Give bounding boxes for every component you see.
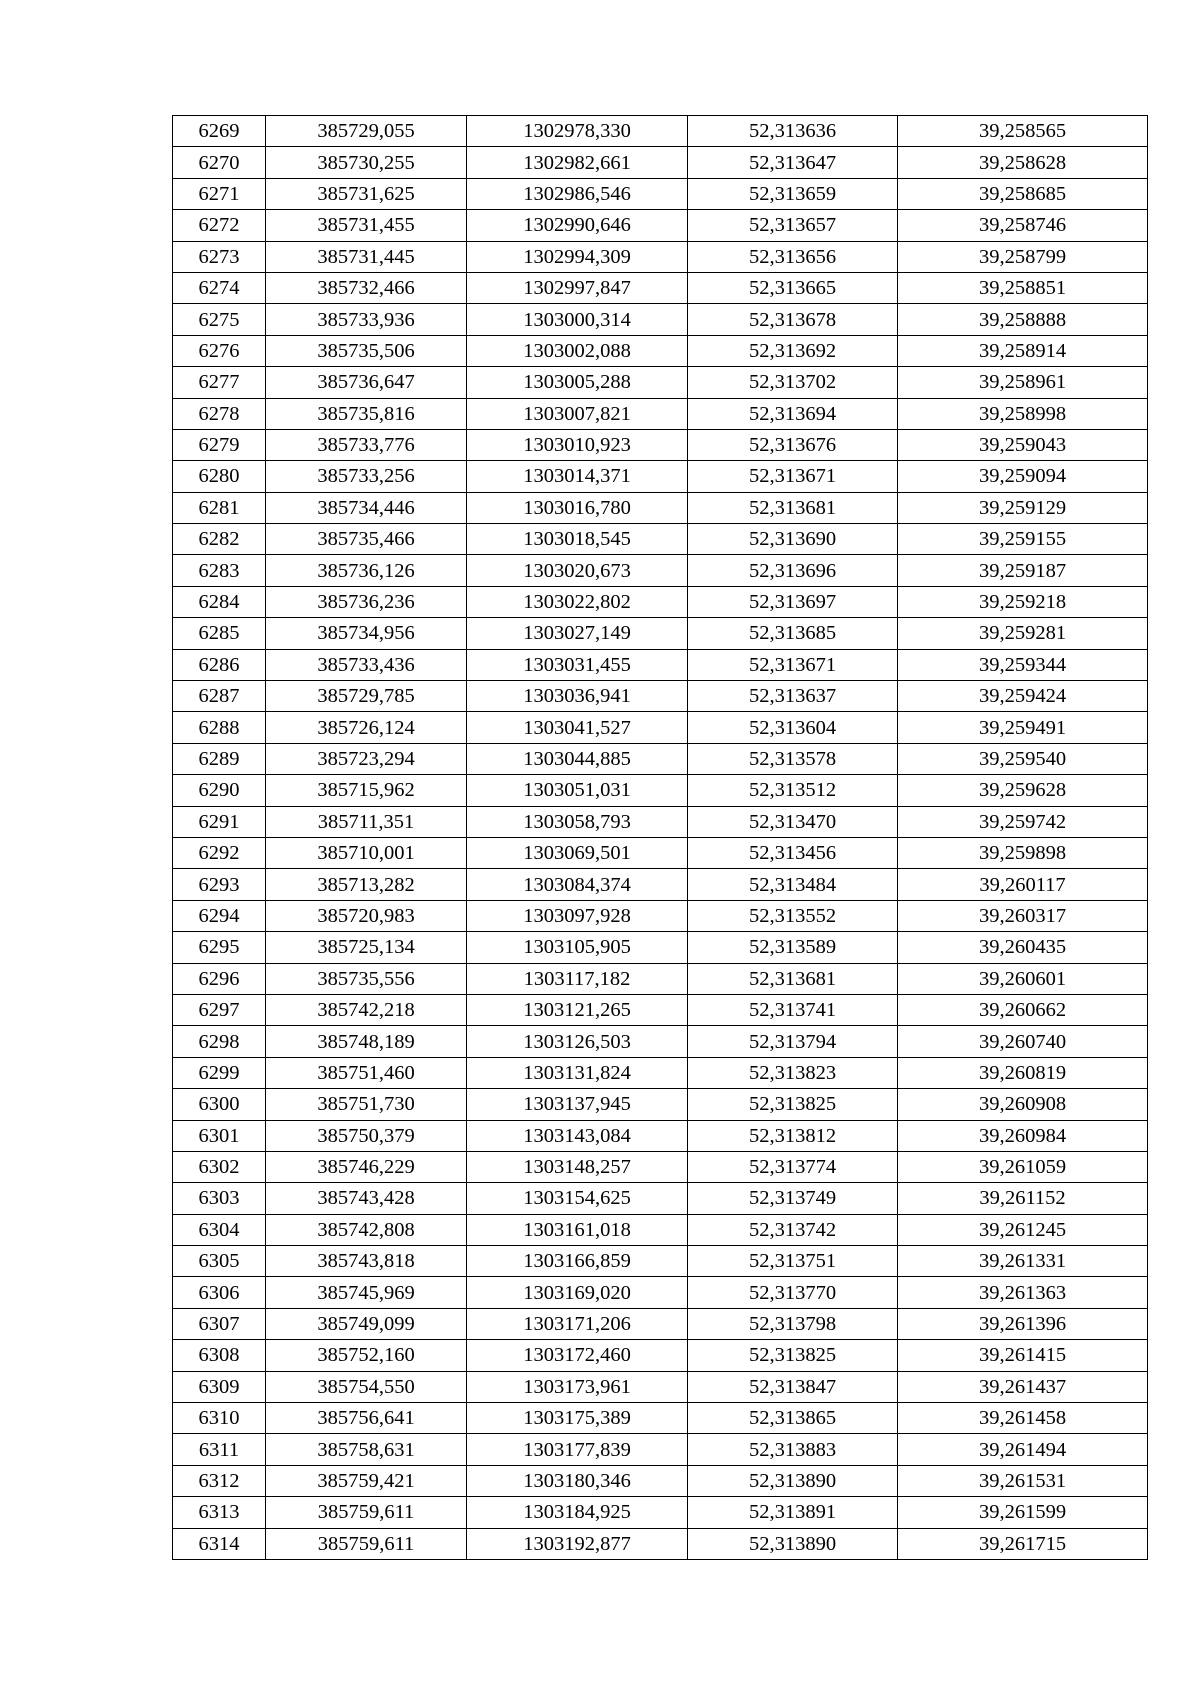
y-coordinate-cell: 1303010,923 <box>467 429 688 460</box>
table-row <box>173 1183 1148 1214</box>
longitude-cell: 39,261531 <box>898 1465 1148 1496</box>
point-number-cell: 6270 <box>173 147 266 178</box>
x-coordinate-cell: 385715,962 <box>266 775 467 806</box>
table-row <box>173 1214 1148 1245</box>
y-coordinate-cell: 1303171,206 <box>467 1308 688 1339</box>
y-coordinate-cell: 1303166,859 <box>467 1246 688 1277</box>
y-coordinate-cell: 1303169,020 <box>467 1277 688 1308</box>
longitude-cell: 39,260662 <box>898 994 1148 1025</box>
x-coordinate-cell: 385735,506 <box>266 335 467 366</box>
point-number-cell: 6312 <box>173 1465 266 1496</box>
latitude-cell: 52,313794 <box>688 1026 898 1057</box>
y-coordinate-cell: 1303097,928 <box>467 900 688 931</box>
y-coordinate-cell: 1303007,821 <box>467 398 688 429</box>
x-coordinate-cell: 385711,351 <box>266 806 467 837</box>
table-row <box>173 1308 1148 1339</box>
point-number-cell: 6310 <box>173 1403 266 1434</box>
longitude-cell: 39,260984 <box>898 1120 1148 1151</box>
longitude-cell: 39,261437 <box>898 1371 1148 1402</box>
longitude-cell: 39,259742 <box>898 806 1148 837</box>
x-coordinate-cell: 385733,256 <box>266 461 467 492</box>
point-number-cell: 6283 <box>173 555 266 586</box>
x-coordinate-cell: 385723,294 <box>266 743 467 774</box>
point-number-cell: 6280 <box>173 461 266 492</box>
longitude-cell: 39,261396 <box>898 1308 1148 1339</box>
y-coordinate-cell: 1303180,346 <box>467 1465 688 1496</box>
point-number-cell: 6302 <box>173 1151 266 1182</box>
longitude-cell: 39,259094 <box>898 461 1148 492</box>
x-coordinate-cell: 385729,055 <box>266 116 467 147</box>
point-number-cell: 6299 <box>173 1057 266 1088</box>
x-coordinate-cell: 385751,730 <box>266 1089 467 1120</box>
latitude-cell: 52,313751 <box>688 1246 898 1277</box>
y-coordinate-cell: 1303014,371 <box>467 461 688 492</box>
x-coordinate-cell: 385729,785 <box>266 681 467 712</box>
longitude-cell: 39,258799 <box>898 241 1148 272</box>
longitude-cell: 39,258998 <box>898 398 1148 429</box>
point-number-cell: 6308 <box>173 1340 266 1371</box>
x-coordinate-cell: 385754,550 <box>266 1371 467 1402</box>
y-coordinate-cell: 1302990,646 <box>467 210 688 241</box>
table-row <box>173 335 1148 366</box>
point-number-cell: 6282 <box>173 524 266 555</box>
latitude-cell: 52,313657 <box>688 210 898 241</box>
longitude-cell: 39,258961 <box>898 367 1148 398</box>
x-coordinate-cell: 385752,160 <box>266 1340 467 1371</box>
table-row <box>173 461 1148 492</box>
coordinates-table <box>172 115 1148 1560</box>
table-row <box>173 869 1148 900</box>
y-coordinate-cell: 1303005,288 <box>467 367 688 398</box>
point-number-cell: 6269 <box>173 116 266 147</box>
longitude-cell: 39,259155 <box>898 524 1148 555</box>
table-row <box>173 116 1148 147</box>
point-number-cell: 6304 <box>173 1214 266 1245</box>
x-coordinate-cell: 385735,816 <box>266 398 467 429</box>
y-coordinate-cell: 1303137,945 <box>467 1089 688 1120</box>
table-row <box>173 963 1148 994</box>
x-coordinate-cell: 385734,956 <box>266 618 467 649</box>
latitude-cell: 52,313883 <box>688 1434 898 1465</box>
longitude-cell: 39,260601 <box>898 963 1148 994</box>
latitude-cell: 52,313774 <box>688 1151 898 1182</box>
table-row <box>173 775 1148 806</box>
table-row <box>173 618 1148 649</box>
point-number-cell: 6294 <box>173 900 266 931</box>
y-coordinate-cell: 1303117,182 <box>467 963 688 994</box>
point-number-cell: 6278 <box>173 398 266 429</box>
y-coordinate-cell: 1303044,885 <box>467 743 688 774</box>
point-number-cell: 6279 <box>173 429 266 460</box>
longitude-cell: 39,258685 <box>898 178 1148 209</box>
latitude-cell: 52,313812 <box>688 1120 898 1151</box>
latitude-cell: 52,313825 <box>688 1340 898 1371</box>
latitude-cell: 52,313578 <box>688 743 898 774</box>
table-row <box>173 1089 1148 1120</box>
x-coordinate-cell: 385732,466 <box>266 272 467 303</box>
longitude-cell: 39,260740 <box>898 1026 1148 1057</box>
longitude-cell: 39,261245 <box>898 1214 1148 1245</box>
y-coordinate-cell: 1302986,546 <box>467 178 688 209</box>
table-row <box>173 178 1148 209</box>
point-number-cell: 6300 <box>173 1089 266 1120</box>
table-row <box>173 1434 1148 1465</box>
x-coordinate-cell: 385759,611 <box>266 1497 467 1528</box>
table-row <box>173 367 1148 398</box>
longitude-cell: 39,261494 <box>898 1434 1148 1465</box>
latitude-cell: 52,313636 <box>688 116 898 147</box>
point-number-cell: 6288 <box>173 712 266 743</box>
point-number-cell: 6297 <box>173 994 266 1025</box>
table-row <box>173 429 1148 460</box>
y-coordinate-cell: 1303020,673 <box>467 555 688 586</box>
table-row <box>173 1497 1148 1528</box>
point-number-cell: 6289 <box>173 743 266 774</box>
y-coordinate-cell: 1303184,925 <box>467 1497 688 1528</box>
latitude-cell: 52,313696 <box>688 555 898 586</box>
latitude-cell: 52,313456 <box>688 837 898 868</box>
latitude-cell: 52,313891 <box>688 1497 898 1528</box>
table-row <box>173 1403 1148 1434</box>
x-coordinate-cell: 385759,421 <box>266 1465 467 1496</box>
x-coordinate-cell: 385756,641 <box>266 1403 467 1434</box>
longitude-cell: 39,261458 <box>898 1403 1148 1434</box>
point-number-cell: 6314 <box>173 1528 266 1559</box>
x-coordinate-cell: 385736,126 <box>266 555 467 586</box>
latitude-cell: 52,313552 <box>688 900 898 931</box>
point-number-cell: 6291 <box>173 806 266 837</box>
y-coordinate-cell: 1303000,314 <box>467 304 688 335</box>
point-number-cell: 6290 <box>173 775 266 806</box>
x-coordinate-cell: 385736,647 <box>266 367 467 398</box>
table-row <box>173 1277 1148 1308</box>
table-row <box>173 1371 1148 1402</box>
x-coordinate-cell: 385736,236 <box>266 586 467 617</box>
table-row <box>173 1057 1148 1088</box>
latitude-cell: 52,313678 <box>688 304 898 335</box>
table-row <box>173 681 1148 712</box>
longitude-cell: 39,259218 <box>898 586 1148 617</box>
x-coordinate-cell: 385726,124 <box>266 712 467 743</box>
point-number-cell: 6305 <box>173 1246 266 1277</box>
y-coordinate-cell: 1303084,374 <box>467 869 688 900</box>
longitude-cell: 39,259344 <box>898 649 1148 680</box>
x-coordinate-cell: 385710,001 <box>266 837 467 868</box>
point-number-cell: 6287 <box>173 681 266 712</box>
y-coordinate-cell: 1303027,149 <box>467 618 688 649</box>
longitude-cell: 39,260317 <box>898 900 1148 931</box>
table-row <box>173 1151 1148 1182</box>
table-row <box>173 649 1148 680</box>
longitude-cell: 39,258628 <box>898 147 1148 178</box>
latitude-cell: 52,313865 <box>688 1403 898 1434</box>
table-row <box>173 1465 1148 1496</box>
x-coordinate-cell: 385749,099 <box>266 1308 467 1339</box>
longitude-cell: 39,261715 <box>898 1528 1148 1559</box>
longitude-cell: 39,261059 <box>898 1151 1148 1182</box>
latitude-cell: 52,313637 <box>688 681 898 712</box>
longitude-cell: 39,260435 <box>898 932 1148 963</box>
latitude-cell: 52,313604 <box>688 712 898 743</box>
table-row <box>173 900 1148 931</box>
table-row <box>173 1340 1148 1371</box>
latitude-cell: 52,313798 <box>688 1308 898 1339</box>
latitude-cell: 52,313890 <box>688 1465 898 1496</box>
x-coordinate-cell: 385735,556 <box>266 963 467 994</box>
latitude-cell: 52,313647 <box>688 147 898 178</box>
x-coordinate-cell: 385743,818 <box>266 1246 467 1277</box>
y-coordinate-cell: 1303148,257 <box>467 1151 688 1182</box>
table-row <box>173 1246 1148 1277</box>
point-number-cell: 6277 <box>173 367 266 398</box>
longitude-cell: 39,259540 <box>898 743 1148 774</box>
x-coordinate-cell: 385742,808 <box>266 1214 467 1245</box>
longitude-cell: 39,259129 <box>898 492 1148 523</box>
point-number-cell: 6284 <box>173 586 266 617</box>
table-row <box>173 272 1148 303</box>
y-coordinate-cell: 1303018,545 <box>467 524 688 555</box>
longitude-cell: 39,261152 <box>898 1183 1148 1214</box>
longitude-cell: 39,258565 <box>898 116 1148 147</box>
latitude-cell: 52,313665 <box>688 272 898 303</box>
y-coordinate-cell: 1303173,961 <box>467 1371 688 1402</box>
latitude-cell: 52,313890 <box>688 1528 898 1559</box>
table-row <box>173 147 1148 178</box>
longitude-cell: 39,258746 <box>898 210 1148 241</box>
x-coordinate-cell: 385751,460 <box>266 1057 467 1088</box>
x-coordinate-cell: 385748,189 <box>266 1026 467 1057</box>
table-row <box>173 1528 1148 1559</box>
point-number-cell: 6303 <box>173 1183 266 1214</box>
x-coordinate-cell: 385733,776 <box>266 429 467 460</box>
latitude-cell: 52,313589 <box>688 932 898 963</box>
x-coordinate-cell: 385720,983 <box>266 900 467 931</box>
table-row <box>173 1120 1148 1151</box>
table-row <box>173 1026 1148 1057</box>
latitude-cell: 52,313685 <box>688 618 898 649</box>
y-coordinate-cell: 1303051,031 <box>467 775 688 806</box>
point-number-cell: 6285 <box>173 618 266 649</box>
point-number-cell: 6292 <box>173 837 266 868</box>
y-coordinate-cell: 1303172,460 <box>467 1340 688 1371</box>
x-coordinate-cell: 385743,428 <box>266 1183 467 1214</box>
table-row <box>173 304 1148 335</box>
x-coordinate-cell: 385725,134 <box>266 932 467 963</box>
latitude-cell: 52,313741 <box>688 994 898 1025</box>
y-coordinate-cell: 1303192,877 <box>467 1528 688 1559</box>
point-number-cell: 6276 <box>173 335 266 366</box>
x-coordinate-cell: 385735,466 <box>266 524 467 555</box>
point-number-cell: 6293 <box>173 869 266 900</box>
y-coordinate-cell: 1302978,330 <box>467 116 688 147</box>
point-number-cell: 6271 <box>173 178 266 209</box>
x-coordinate-cell: 385745,969 <box>266 1277 467 1308</box>
y-coordinate-cell: 1303069,501 <box>467 837 688 868</box>
table-row <box>173 586 1148 617</box>
y-coordinate-cell: 1303105,905 <box>467 932 688 963</box>
x-coordinate-cell: 385733,936 <box>266 304 467 335</box>
longitude-cell: 39,259898 <box>898 837 1148 868</box>
y-coordinate-cell: 1303058,793 <box>467 806 688 837</box>
latitude-cell: 52,313484 <box>688 869 898 900</box>
point-number-cell: 6295 <box>173 932 266 963</box>
y-coordinate-cell: 1303177,839 <box>467 1434 688 1465</box>
latitude-cell: 52,313847 <box>688 1371 898 1402</box>
table-row <box>173 932 1148 963</box>
longitude-cell: 39,261599 <box>898 1497 1148 1528</box>
point-number-cell: 6313 <box>173 1497 266 1528</box>
y-coordinate-cell: 1303016,780 <box>467 492 688 523</box>
point-number-cell: 6272 <box>173 210 266 241</box>
latitude-cell: 52,313690 <box>688 524 898 555</box>
x-coordinate-cell: 385746,229 <box>266 1151 467 1182</box>
latitude-cell: 52,313671 <box>688 461 898 492</box>
x-coordinate-cell: 385759,611 <box>266 1528 467 1559</box>
table-row <box>173 712 1148 743</box>
latitude-cell: 52,313702 <box>688 367 898 398</box>
latitude-cell: 52,313694 <box>688 398 898 429</box>
latitude-cell: 52,313671 <box>688 649 898 680</box>
point-number-cell: 6275 <box>173 304 266 335</box>
table-row <box>173 806 1148 837</box>
table-row <box>173 492 1148 523</box>
longitude-cell: 39,259043 <box>898 429 1148 460</box>
y-coordinate-cell: 1303121,265 <box>467 994 688 1025</box>
point-number-cell: 6274 <box>173 272 266 303</box>
point-number-cell: 6298 <box>173 1026 266 1057</box>
y-coordinate-cell: 1303031,455 <box>467 649 688 680</box>
point-number-cell: 6307 <box>173 1308 266 1339</box>
x-coordinate-cell: 385750,379 <box>266 1120 467 1151</box>
x-coordinate-cell: 385734,446 <box>266 492 467 523</box>
longitude-cell: 39,259491 <box>898 712 1148 743</box>
point-number-cell: 6281 <box>173 492 266 523</box>
x-coordinate-cell: 385731,445 <box>266 241 467 272</box>
table-row <box>173 524 1148 555</box>
y-coordinate-cell: 1302994,309 <box>467 241 688 272</box>
point-number-cell: 6273 <box>173 241 266 272</box>
longitude-cell: 39,259628 <box>898 775 1148 806</box>
x-coordinate-cell: 385758,631 <box>266 1434 467 1465</box>
longitude-cell: 39,259187 <box>898 555 1148 586</box>
y-coordinate-cell: 1303036,941 <box>467 681 688 712</box>
point-number-cell: 6296 <box>173 963 266 994</box>
latitude-cell: 52,313742 <box>688 1214 898 1245</box>
x-coordinate-cell: 385742,218 <box>266 994 467 1025</box>
table-row <box>173 555 1148 586</box>
x-coordinate-cell: 385733,436 <box>266 649 467 680</box>
latitude-cell: 52,313681 <box>688 492 898 523</box>
longitude-cell: 39,261415 <box>898 1340 1148 1371</box>
point-number-cell: 6301 <box>173 1120 266 1151</box>
latitude-cell: 52,313470 <box>688 806 898 837</box>
y-coordinate-cell: 1303131,824 <box>467 1057 688 1088</box>
y-coordinate-cell: 1303175,389 <box>467 1403 688 1434</box>
table-row <box>173 241 1148 272</box>
y-coordinate-cell: 1303143,084 <box>467 1120 688 1151</box>
longitude-cell: 39,258851 <box>898 272 1148 303</box>
point-number-cell: 6311 <box>173 1434 266 1465</box>
latitude-cell: 52,313770 <box>688 1277 898 1308</box>
x-coordinate-cell: 385730,255 <box>266 147 467 178</box>
latitude-cell: 52,313676 <box>688 429 898 460</box>
x-coordinate-cell: 385713,282 <box>266 869 467 900</box>
latitude-cell: 52,313692 <box>688 335 898 366</box>
longitude-cell: 39,259424 <box>898 681 1148 712</box>
y-coordinate-cell: 1303126,503 <box>467 1026 688 1057</box>
latitude-cell: 52,313656 <box>688 241 898 272</box>
point-number-cell: 6286 <box>173 649 266 680</box>
longitude-cell: 39,261363 <box>898 1277 1148 1308</box>
longitude-cell: 39,260117 <box>898 869 1148 900</box>
y-coordinate-cell: 1303022,802 <box>467 586 688 617</box>
coordinates-table-body <box>173 116 1148 1560</box>
longitude-cell: 39,258914 <box>898 335 1148 366</box>
y-coordinate-cell: 1302982,661 <box>467 147 688 178</box>
latitude-cell: 52,313823 <box>688 1057 898 1088</box>
table-row <box>173 994 1148 1025</box>
x-coordinate-cell: 385731,455 <box>266 210 467 241</box>
latitude-cell: 52,313697 <box>688 586 898 617</box>
longitude-cell: 39,258888 <box>898 304 1148 335</box>
table-row <box>173 837 1148 868</box>
point-number-cell: 6306 <box>173 1277 266 1308</box>
table-row <box>173 210 1148 241</box>
table-row <box>173 398 1148 429</box>
latitude-cell: 52,313659 <box>688 178 898 209</box>
y-coordinate-cell: 1302997,847 <box>467 272 688 303</box>
x-coordinate-cell: 385731,625 <box>266 178 467 209</box>
longitude-cell: 39,261331 <box>898 1246 1148 1277</box>
point-number-cell: 6309 <box>173 1371 266 1402</box>
y-coordinate-cell: 1303161,018 <box>467 1214 688 1245</box>
latitude-cell: 52,313681 <box>688 963 898 994</box>
longitude-cell: 39,260819 <box>898 1057 1148 1088</box>
y-coordinate-cell: 1303154,625 <box>467 1183 688 1214</box>
longitude-cell: 39,260908 <box>898 1089 1148 1120</box>
table-row <box>173 743 1148 774</box>
latitude-cell: 52,313749 <box>688 1183 898 1214</box>
y-coordinate-cell: 1303041,527 <box>467 712 688 743</box>
longitude-cell: 39,259281 <box>898 618 1148 649</box>
y-coordinate-cell: 1303002,088 <box>467 335 688 366</box>
latitude-cell: 52,313512 <box>688 775 898 806</box>
latitude-cell: 52,313825 <box>688 1089 898 1120</box>
